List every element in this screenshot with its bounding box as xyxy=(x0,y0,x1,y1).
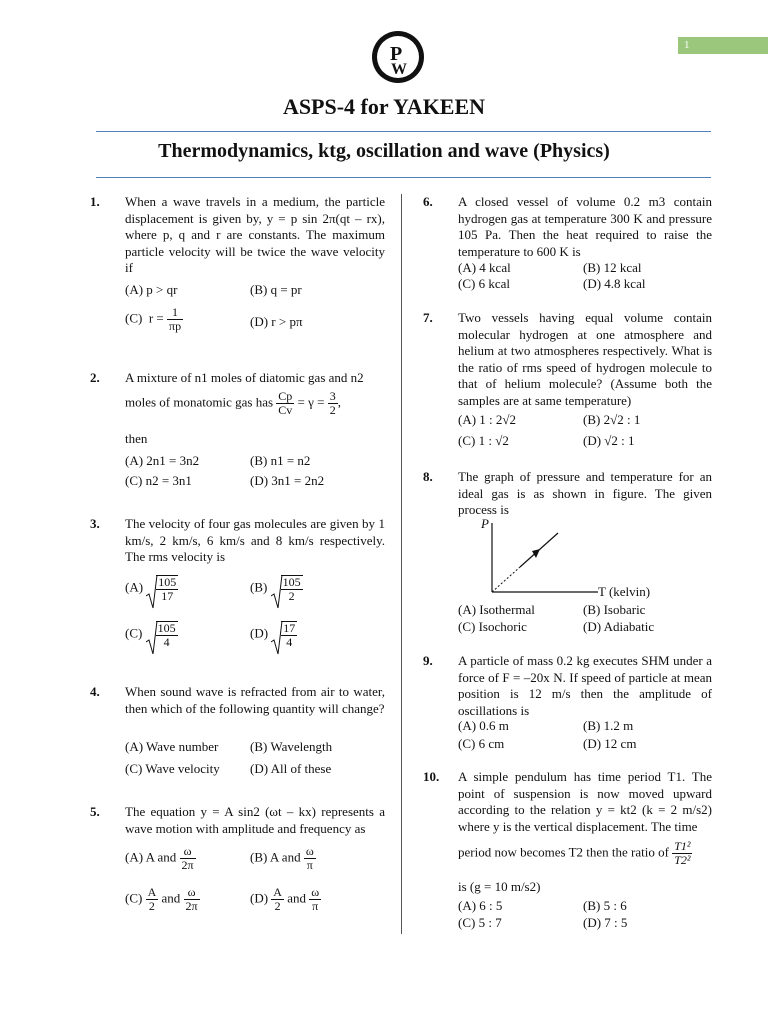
option-b: (B) 5 : 6 xyxy=(583,898,627,913)
question-stem-line1: A mixture of n1 moles of diatomic gas and n2 xyxy=(125,370,364,385)
option-b: (B) Isobaric xyxy=(583,602,646,617)
option-d: (D) r > pπ xyxy=(250,314,303,329)
question-number: 10. xyxy=(423,769,440,784)
question-number: 5. xyxy=(90,804,100,819)
question-number: 7. xyxy=(423,310,433,325)
option-c: (C) Wave velocity xyxy=(125,761,220,776)
option-c: (C) 1 : √2 xyxy=(458,433,509,448)
option-d: (D) $\frac{A}{2}$ and $\frac{\omega}{\pi}$ xyxy=(250,885,320,913)
question-stem: A particle of mass 0.2 kg executes SHM under a force of F = –20x N. If speed of particle at mean position is 12 m/s then the amplitude of oscillations is xyxy=(458,653,712,718)
option-c: (C) 6 cm xyxy=(458,736,505,751)
page-number-badge xyxy=(678,37,768,54)
axis-label-t: T (kelvin) xyxy=(598,584,651,599)
question-stem: The velocity of four gas molecules are given by 1 km/s, 2 km/s, 6 km/s and 8 km/s respectively. The rms velocity is xyxy=(125,516,385,564)
option-b: (B) A and $\frac{\omega}{\pi}$ xyxy=(250,844,314,872)
question-stem: The equation y = A sin2 (ωt – kx) represents a wave motion with amplitude and frequency as xyxy=(125,804,385,836)
question-stem-line3: is (g = 10 m/s2) xyxy=(458,879,541,894)
pw-logo-icon xyxy=(371,30,425,84)
option-a: (A) p > qr xyxy=(125,282,178,297)
question-stem: The graph of pressure and temperature for an ideal gas is as shown in figure. The given process is xyxy=(458,469,712,517)
option-b: (B) q = pr xyxy=(250,282,302,297)
option-a: (A) A and $\frac{\omega}{2\pi}$ xyxy=(125,844,194,872)
option-c: (C) 6 kcal xyxy=(458,276,510,291)
option-c: (C) 5 : 7 xyxy=(458,915,502,930)
option-a: (A) $\frac{105}{17}$ xyxy=(125,574,178,603)
option-b: (B) 1.2 m xyxy=(583,718,634,733)
option-c: (C) Isochoric xyxy=(458,619,527,634)
option-c: (C) $\frac{105}{4}$ xyxy=(125,620,178,649)
option-b: (B) 12 kcal xyxy=(583,260,642,275)
svg-text:W: W xyxy=(391,61,407,78)
question-number: 6. xyxy=(423,194,433,209)
question-10-ratio-line: period now becomes T2 then the ratio of $\frac{\text{T1²}}{\text{T2²}}$ xyxy=(458,839,691,867)
question-number: 2. xyxy=(90,370,100,385)
option-b: (B) n1 = n2 xyxy=(250,453,311,468)
document-title: ASPS-4 for YAKEEN xyxy=(282,94,486,119)
option-c: (C) r = $\frac{1}{\pi p}$ xyxy=(125,305,182,333)
page-number: 1 xyxy=(684,39,690,51)
option-d: (D) 4.8 kcal xyxy=(583,276,646,291)
question-number: 9. xyxy=(423,653,433,668)
option-d: (D) 7 : 5 xyxy=(583,915,628,930)
title-rule-top xyxy=(96,131,711,132)
title-rule-bottom xyxy=(96,177,711,178)
question-2-gamma-line: moles of monatomic gas has $\frac{Cp}{Cv}$ = γ = $\frac{3}{2}$ , xyxy=(125,389,341,417)
question-number: 1. xyxy=(90,194,100,209)
option-d: (D) 3n1 = 2n2 xyxy=(250,473,325,488)
pt-graph xyxy=(470,515,600,595)
question-number: 3. xyxy=(90,516,100,531)
question-stem: A closed vessel of volume 0.2 m3 contain hydrogen gas at temperature 300 K and pressure 105 Pa. Then the heat required to raise the temperature to 600 K is xyxy=(458,194,712,259)
question-stem-line3: then xyxy=(125,431,148,446)
option-a: (A) 4 kcal xyxy=(458,260,511,275)
option-d: (D) Adiabatic xyxy=(583,619,655,634)
option-a: (A) Isothermal xyxy=(458,602,535,617)
question-number: 8. xyxy=(423,469,433,484)
option-b: (B) 2√2 : 1 xyxy=(583,412,641,427)
question-stem: When sound wave is refracted from air to water, then which of the following quantity will change? xyxy=(125,684,385,716)
option-c: (C) $\frac{A}{2}$ and $\frac{\omega}{2\pi}$ xyxy=(125,885,198,913)
option-a: (A) 6 : 5 xyxy=(458,898,503,913)
option-d: (D) 12 cm xyxy=(583,736,637,751)
axis-label-p: P xyxy=(481,516,489,531)
option-a: (A) 2n1 = 3n2 xyxy=(125,453,200,468)
document-subtitle: Thermodynamics, ktg, oscillation and wave (Physics) xyxy=(158,140,610,162)
option-d: (D) All of these xyxy=(250,761,332,776)
column-divider xyxy=(401,194,402,934)
option-b: (B) Wavelength xyxy=(250,739,333,754)
svg-text:P: P xyxy=(390,43,403,65)
question-stem: When a wave travels in a medium, the particle displacement is given by, y = p sin 2π(qt – rx), where p, q and r are constants. The maximum particle velocity will be twice the wave velocity if xyxy=(125,194,385,275)
option-a: (A) 1 : 2√2 xyxy=(458,412,517,427)
option-c: (C) n2 = 3n1 xyxy=(125,473,192,488)
option-a: (A) 0.6 m xyxy=(458,718,509,733)
option-d: (D) √2 : 1 xyxy=(583,433,635,448)
option-b: (B) $\frac{105}{2}$ xyxy=(250,574,303,603)
option-d: (D) $\frac{17}{4}$ xyxy=(250,620,297,649)
question-stem: A simple pendulum has time period T1. The point of suspension is now moved upward according to the relation y = kt2 (k = 2 m/s2) where y is the vertical displacement. The time xyxy=(458,769,712,834)
question-number: 4. xyxy=(90,684,100,699)
question-stem: Two vessels having equal volume contain molecular hydrogen at one atmosphere and helium at two atmospheres respectively. What is the ratio of rms speed of hydrogen molecule to that of helium molecule? (Assume both the samples are at same temperature) xyxy=(458,310,712,408)
option-a: (A) Wave number xyxy=(125,739,219,754)
